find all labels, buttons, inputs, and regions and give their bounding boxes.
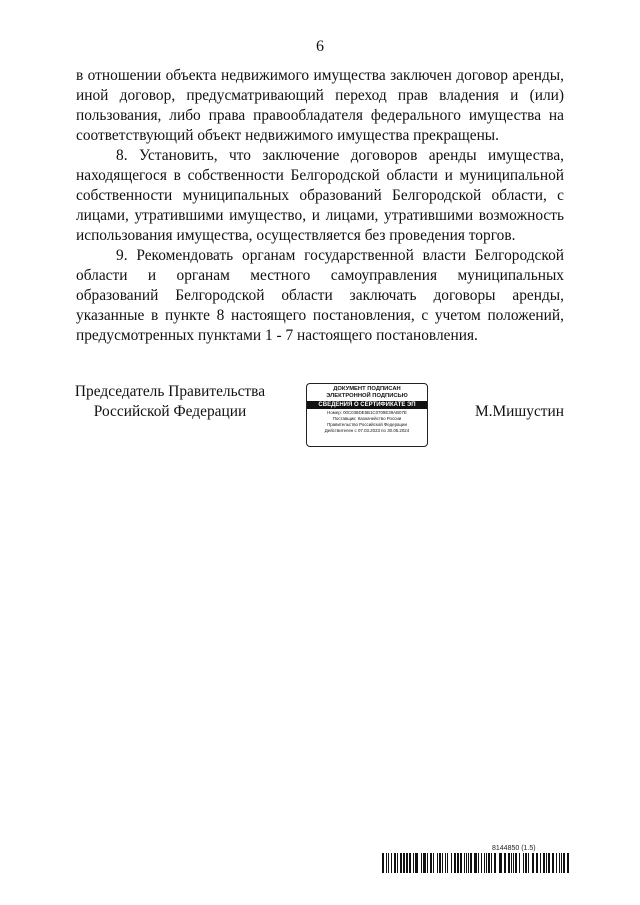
stamp-serial: Номер: 00C038DE5B1C0709E39AB07E [327,410,407,415]
paragraph-item-9: 9. Рекомендовать органам государственной власти Белгородской области и органам местного самоуправления муниципальных образований Белгородской области заключать договоры аренды, указанные в пункте 8 настоящего постановления, с учетом положений, предусмотренных пунктами 1 - 7 настоящего постановления. [76,247,564,344]
stamp-header: СВЕДЕНИЯ О СЕРТИФИКАТЕ ЭП [307,401,427,409]
barcode [382,853,570,873]
position-line-2: Российской Федерации [93,403,247,420]
page-number: 6 [316,38,324,55]
paragraph-item-8: 8. Установить, что заключение договоров аренды имущества, находящегося в собственности Белгородской области и муниципальной собственности муниципальных образований Белгородской области, с лицами, утратившими имущество, и лицами, утратившими возможность использования имущества, осуществляется без проведения торгов. [76,147,564,244]
stamp-line-1: ДОКУМЕНТ ПОДПИСАН [333,386,401,392]
electronic-signature-stamp [306,383,428,447]
signatory-name: М.Мишустин [474,403,564,420]
document-body [76,66,564,346]
stamp-owner: Правительство Российской Федерации [327,422,407,427]
stamp-issuer: Поставщик: Казначейство России [332,416,402,421]
paragraph-continuation: в отношении объекта недвижимого имущества заключен договор аренды, иной договор, предусматривающий переход прав владения и (или) пользования, либо права правообладателя федерального имущества на соответствующий объект недвижимого имущества прекращены. [76,67,564,144]
stamp-line-2: ЭЛЕКТРОННОЙ ПОДПИСЬЮ [326,393,408,399]
stamp-validity: Действителен с 07.03.2023 по 30.05.2024 [324,428,410,433]
signatory-position [70,382,270,422]
position-line-1: Председатель Правительства [74,383,266,400]
barcode-number: 8144850 (1.5) [492,845,536,852]
